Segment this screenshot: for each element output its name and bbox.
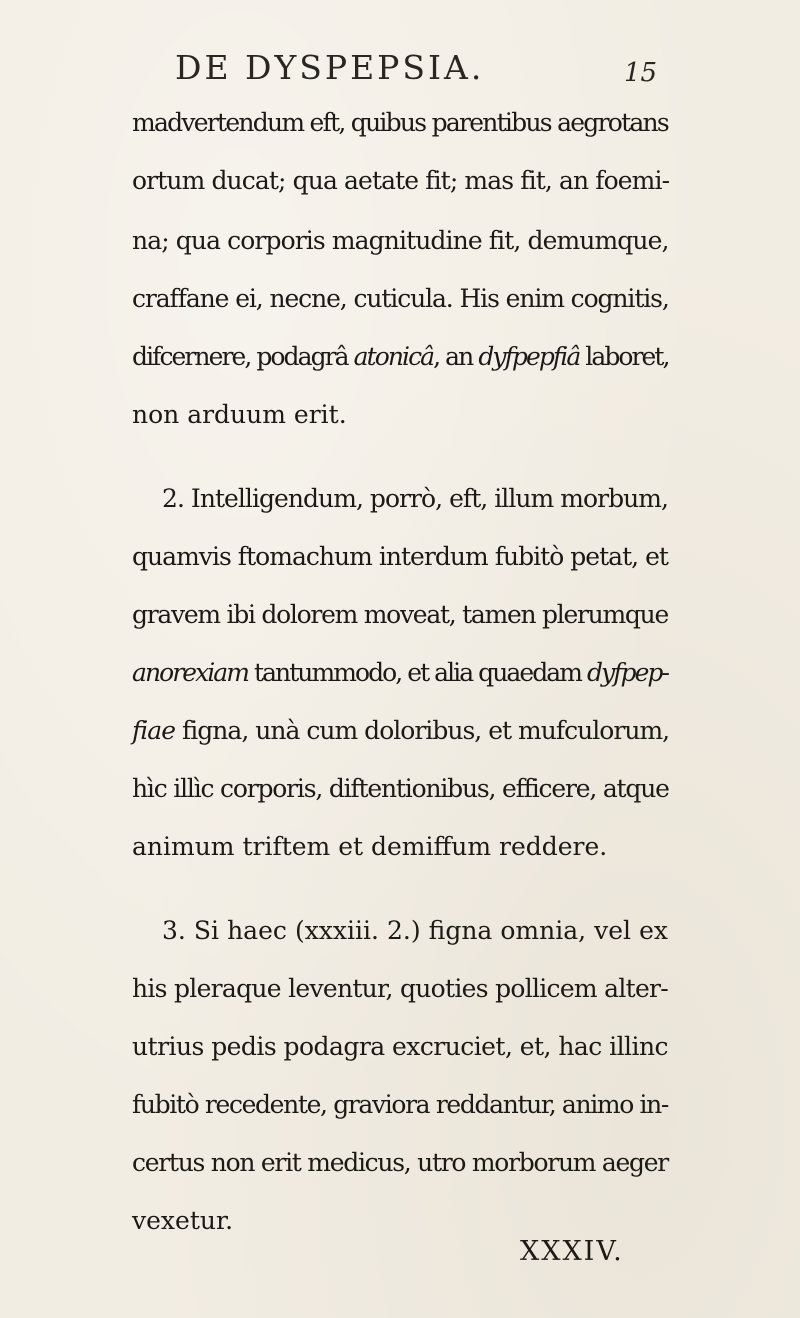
text-line: certus non erit medicus, utro morborum aeger	[132, 1148, 668, 1177]
text-line: na; qua corporis magnitudine fit, demumque,	[132, 226, 669, 255]
text-line: utrius pedis podagra excruciet, et, hac illinc	[132, 1032, 668, 1061]
italic-term: dyfpep-	[586, 658, 668, 687]
paragraph-start-line: 3. Si haec (xxxiii. 2.) figna omnia, vel ex	[162, 916, 668, 945]
italic-term: anorexiam	[132, 658, 248, 687]
text-line: ortum ducat; qua aetate fit; mas fit, an foemi-	[132, 166, 670, 195]
text-line: anorexiam tantummodo, et alia quaedam dyfpep-	[132, 658, 668, 687]
italic-term: atonicâ	[353, 342, 434, 371]
text-line: quamvis ftomachum interdum fubitò petat, et	[132, 542, 668, 571]
text-line: non arduum erit.	[132, 400, 347, 429]
text-line: madvertendum eft, quibus parentibus aegrotans	[132, 108, 668, 137]
text-line: vexetur.	[132, 1206, 234, 1235]
text-line: fiae figna, unà cum doloribus, et mufculorum,	[132, 716, 670, 745]
italic-term: fiae	[132, 716, 176, 745]
catchword: XXXIV.	[520, 1236, 624, 1267]
text-line: gravem ibi dolorem moveat, tamen plerumque	[132, 600, 668, 629]
text-line: hìc illìc corporis, diftentionibus, efficere, atque	[132, 774, 669, 803]
italic-term: dyfpepfiâ	[478, 342, 580, 371]
paragraph-start-line: 2. Intelligendum, porrò, eft, illum morbum,	[162, 484, 668, 513]
text-line: his pleraque leventur, quoties pollicem alter-	[132, 974, 668, 1003]
text-line: animum triftem et demiffum reddere.	[132, 832, 608, 861]
text-line: difcernere, podagrâ atonicâ, an dyfpepfiâ laboret,	[132, 342, 669, 371]
text-line: fubitò recedente, graviora reddantur, animo in-	[132, 1090, 668, 1119]
running-title: DE DYSPEPSIA.	[175, 48, 485, 87]
page-number: 15	[624, 58, 658, 88]
text-line: craffane ei, necne, cuticula. His enim cognitis,	[132, 284, 669, 313]
